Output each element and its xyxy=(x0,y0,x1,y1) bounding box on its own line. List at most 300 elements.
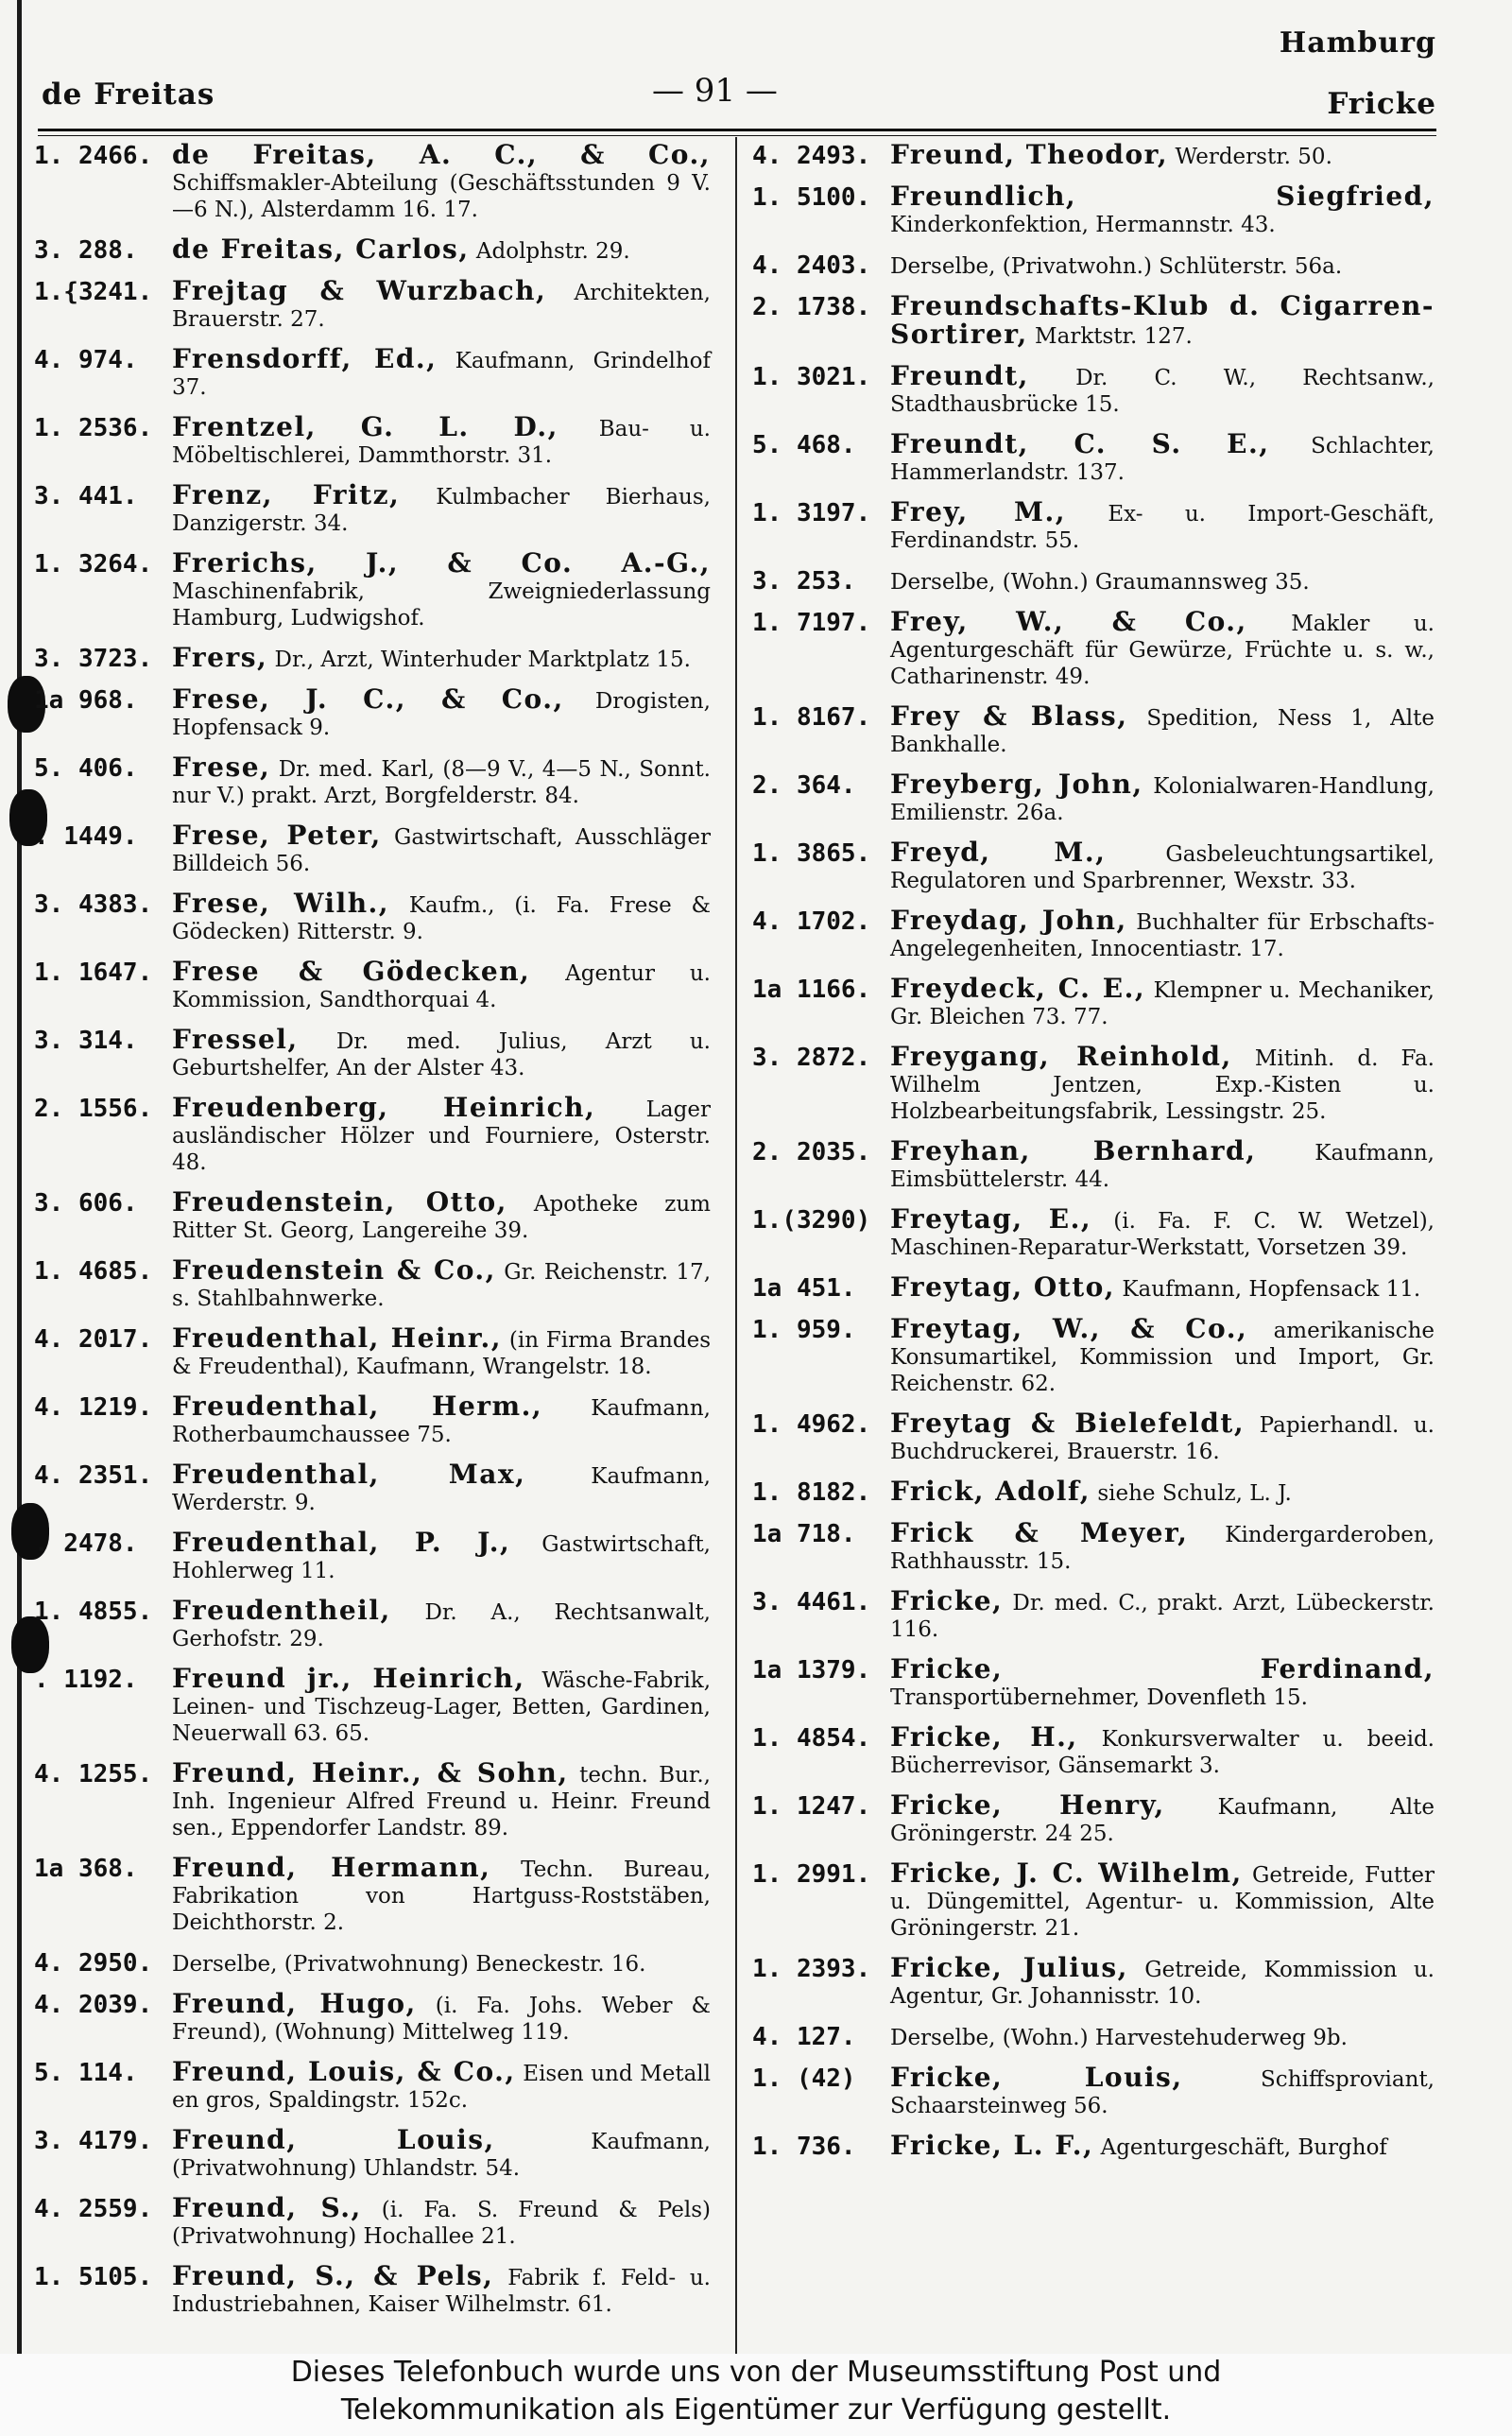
entry-text xyxy=(890,2130,1435,2161)
entry-text xyxy=(890,1789,1435,1847)
directory-entry xyxy=(34,1988,711,2046)
entry-name: Freudenthal, P. J., xyxy=(172,1527,511,1558)
entry-number: 1. 2466. xyxy=(34,142,153,170)
entry-number: 1. 959. xyxy=(752,1316,856,1344)
entry-name: Fricke, Julius, xyxy=(890,1952,1128,1983)
entry-name: Freudenthal, Heinr., xyxy=(172,1322,503,1354)
entry-name: Freund jr., Heinrich, xyxy=(172,1663,525,1694)
entry-text xyxy=(890,2023,1435,2051)
entry-details: Agentur u. Kommission, Sandthorquai 4. xyxy=(172,961,711,1012)
directory-entry xyxy=(752,1952,1435,2010)
entry-text xyxy=(890,771,1435,826)
entry-details: Eisen und Metall en gros, Spaldingstr. 152c. xyxy=(172,2062,711,2113)
entry-name: Frese & Gödecken, xyxy=(172,956,531,987)
entry-number: 3. 288. xyxy=(34,236,138,265)
entry-details: Derselbe, (Wohn.) Graumannsweg 35. xyxy=(890,570,1310,595)
entry-name: Fricke, Ferdinand, xyxy=(890,1653,1435,1684)
entry-text xyxy=(172,139,711,223)
entry-details: Apotheke zum Ritter St. Georg, Langereihe 39. xyxy=(172,1192,711,1243)
entry-name: Frey & Blass, xyxy=(890,700,1128,732)
directory-entry xyxy=(752,1313,1435,1397)
entry-text xyxy=(172,683,711,741)
entry-details: Derselbe, (Privatwohn.) Schlüterstr. 56a. xyxy=(890,254,1343,279)
entry-details: Maschinenfabrik, Zweigniederlassung Hamburg, Ludwigshof. xyxy=(172,579,711,631)
left-column xyxy=(34,139,712,2331)
directory-entry xyxy=(752,1135,1435,1193)
entry-number: 3. 2872. xyxy=(752,1044,871,1072)
entry-text xyxy=(172,1663,712,1747)
entry-text xyxy=(172,890,711,945)
entry-details: amerikanische Konsumartikel, Kommission und Import, Gr. Reichenstr. 62. xyxy=(890,1319,1435,1396)
entry-text xyxy=(890,839,1435,894)
directory-entry xyxy=(752,2062,1435,2119)
entry-text xyxy=(890,973,1435,1030)
entry-details: Dr. med. Julius, Arzt u. Geburtshelfer, An der Alster 43. xyxy=(172,1029,711,1080)
entry-number: 1. 1247. xyxy=(752,1792,871,1821)
entry-number: 3. 4461. xyxy=(752,1588,871,1616)
footer-line-1: Dieses Telefonbuch wurde uns von der Museumsstiftung Post und xyxy=(290,2356,1222,2389)
entry-number: 2. 1556. xyxy=(34,1095,153,1123)
directory-entry xyxy=(752,1478,1435,1507)
entry-number: 1. 2536. xyxy=(34,414,153,442)
entry-details: Kolonialwaren-Handlung, Emilienstr. 26a. xyxy=(890,774,1435,825)
entry-number: 2. 364. xyxy=(752,771,856,800)
entry-text xyxy=(172,233,711,265)
entry-number: 4. 2950. xyxy=(34,1949,153,1978)
directory-entry xyxy=(752,290,1435,350)
directory-entry xyxy=(34,1461,711,1516)
entry-details: Ex- u. Import-Geschäft, Ferdinandstr. 55. xyxy=(890,502,1435,553)
entry-name: Freundt, C. S. E., xyxy=(890,428,1270,459)
entry-name: Freydag, John, xyxy=(890,905,1127,936)
directory-entry xyxy=(752,183,1435,238)
entry-details: Gastwirtschaft, Hohlerweg 11. xyxy=(172,1532,711,1583)
entry-text xyxy=(890,1653,1435,1711)
entry-text xyxy=(172,754,711,809)
entry-name: Frese, Peter, xyxy=(172,820,382,851)
entry-text xyxy=(890,1478,1435,1507)
entry-number: 2. 1738. xyxy=(752,293,871,321)
entry-number: 1.(3290) xyxy=(752,1206,871,1235)
entry-name: Freund, Hermann, xyxy=(172,1852,491,1883)
entry-text xyxy=(890,1721,1435,1779)
entry-name: Fricke, H., xyxy=(890,1721,1078,1753)
directory-entry xyxy=(752,139,1435,170)
entry-number: 3. 4179. xyxy=(34,2127,153,2155)
entry-number: 1.{3241. xyxy=(34,278,153,306)
entry-details: Kindergarderoben, Rathhausstr. 15. xyxy=(890,1523,1435,1574)
entry-text xyxy=(172,479,711,537)
directory-entry xyxy=(752,428,1435,486)
directory-entry xyxy=(34,1254,712,1312)
entry-details: Kulmbacher Bierhaus, Danzigerstr. 34. xyxy=(172,485,711,536)
directory-entry xyxy=(752,2130,1435,2161)
entry-details: Transportübernehmer, Dovenfleth 15. xyxy=(890,1685,1308,1710)
entry-text xyxy=(172,1529,711,1584)
directory-entry xyxy=(34,233,711,265)
entry-text xyxy=(890,1517,1435,1575)
entry-text xyxy=(172,1254,712,1312)
entry-number: 4. 2403. xyxy=(752,251,871,280)
entry-name: Freyd, M., xyxy=(890,837,1107,868)
entry-number: 5. 406. xyxy=(34,754,138,783)
entry-number: 1. 4962. xyxy=(752,1410,871,1439)
entry-name: Freund, Hugo, xyxy=(172,1988,417,2019)
entry-name: Frick & Meyer, xyxy=(890,1517,1189,1548)
entry-text xyxy=(890,1952,1435,2010)
entry-text xyxy=(890,567,1435,596)
entry-name: Frese, xyxy=(172,752,271,783)
entry-details: (i. Fa. F. C. W. Wetzel), Maschinen-Reparatur-Werkstatt, Vorsetzen 39. xyxy=(890,1209,1435,1260)
entry-number: . 1192. xyxy=(34,1666,138,1694)
directory-entry xyxy=(34,1393,711,1448)
entry-name: Frentzel, G. L. D., xyxy=(172,411,558,442)
entry-details: Techn. Bureau, Fabrikation von Hartguss-Roststäben, Deichthorstr. 2. xyxy=(172,1857,712,1935)
entry-details: Klempner u. Mechaniker, Gr. Bleichen 73. 77. xyxy=(890,978,1435,1029)
entry-text xyxy=(890,183,1435,238)
entry-text xyxy=(172,2124,711,2182)
entry-text xyxy=(172,2192,711,2250)
directory-entry xyxy=(34,1595,711,1652)
entry-details: Makler u. Agenturgeschäft für Gewürze, Früchte u. s. w., Catharinenstr. 49. xyxy=(890,612,1435,689)
entry-number: 3. 606. xyxy=(34,1189,138,1218)
entry-number: 5. 114. xyxy=(34,2059,138,2087)
entry-text xyxy=(890,496,1435,554)
directory-entry xyxy=(752,1041,1435,1125)
directory-entry xyxy=(752,907,1435,962)
entry-details: Buchhalter für Erbschafts-Angelegenheiten, Innocentiastr. 17. xyxy=(890,910,1435,961)
entry-text xyxy=(890,1041,1435,1125)
header-rule-thin xyxy=(38,135,1436,136)
directory-entry xyxy=(34,343,712,401)
entry-number: 4. 1702. xyxy=(752,907,871,936)
entry-name: Fricke, Henry, xyxy=(890,1789,1165,1821)
page-binding-edge xyxy=(17,0,22,2354)
entry-text xyxy=(172,275,711,333)
entry-text xyxy=(890,1135,1435,1193)
directory-entry xyxy=(752,1517,1435,1575)
entry-details: techn. Bur., Inh. Ingenieur Alfred Freund u. Heinr. Freund sen., Eppendorfer Landstr. 89. xyxy=(172,1763,711,1840)
entry-name: Freudenstein, Otto, xyxy=(172,1186,507,1218)
directory-entry xyxy=(34,547,711,631)
directory-entry xyxy=(752,771,1435,826)
entry-name: Freundschafts-Klub d. Cigarren-Sortirer, xyxy=(890,290,1435,350)
entry-text xyxy=(890,1410,1435,1465)
entry-details: (i. Fa. Johs. Weber & Freund), (Wohnung) Mittelweg 119. xyxy=(172,1994,711,2045)
entry-details: Kaufmann, Alte Gröningerstr. 24 25. xyxy=(890,1795,1435,1846)
entry-name: Fricke, Louis, xyxy=(890,2062,1183,2093)
entry-number: 3. 4383. xyxy=(34,890,153,919)
page-number: — 91 — xyxy=(652,72,778,110)
directory-entry xyxy=(34,1529,711,1584)
entry-details: Gastwirtschaft, Ausschläger Billdeich 56. xyxy=(172,825,711,876)
entry-details: Werderstr. 50. xyxy=(1168,145,1332,169)
entry-number: 4. 2351. xyxy=(34,1461,153,1490)
entry-number: 1. 3021. xyxy=(752,363,871,391)
directory-entry xyxy=(752,606,1435,690)
entry-details: Bau- u. Möbeltischlerei, Dammthorstr. 31. xyxy=(172,417,711,468)
entry-name: Frese, Wilh., xyxy=(172,888,390,919)
directory-entry xyxy=(752,1203,1435,1261)
entry-text xyxy=(172,547,711,631)
entry-details: Lager ausländischer Hölzer und Fourniere, Osterstr. 48. xyxy=(172,1097,711,1175)
entry-details: Dr. A., Rechtsanwalt, Gerhofstr. 29. xyxy=(172,1600,711,1651)
entry-name: Freudenberg, Heinrich, xyxy=(172,1092,596,1123)
entry-number: 1. 2393. xyxy=(752,1955,871,1983)
directory-entry xyxy=(34,1024,711,1081)
entry-details: Drogisten, Hopfensack 9. xyxy=(172,689,711,740)
entry-text xyxy=(172,2056,711,2114)
entry-details: Dr. C. W., Rechtsanw., Stadthausbrücke 15. xyxy=(890,366,1435,417)
entry-details: Fabrik f. Feld- u. Industriebahnen, Kaiser Wilhelmstr. 61. xyxy=(172,2266,711,2317)
directory-entry xyxy=(34,275,711,333)
right-column xyxy=(752,139,1435,2174)
entry-name: Frick, Adolf, xyxy=(890,1476,1091,1507)
entry-name: Frerichs, J., & Co. A.-G., xyxy=(172,547,711,579)
entry-number: 4. 127. xyxy=(752,2023,856,2051)
directory-entry xyxy=(752,251,1435,280)
directory-entry xyxy=(34,139,711,223)
entry-name: Fressel, xyxy=(172,1024,299,1055)
entry-number: 1. 5100. xyxy=(752,183,871,212)
entry-details: Adolphstr. 29. xyxy=(469,239,630,264)
entry-details: Schiffsproviant, Schaarsteinweg 56. xyxy=(890,2067,1435,2118)
directory-entry xyxy=(34,890,711,945)
entry-name: de Freitas, Carlos, xyxy=(172,233,470,265)
entry-name: Frese, J. C., & Co., xyxy=(172,683,564,715)
footer-line-2: Telekommunikation als Eigentümer zur Verfügung gestellt. xyxy=(340,2393,1172,2427)
entry-text xyxy=(890,1203,1435,1261)
header-left-name: de Freitas xyxy=(42,78,215,112)
entry-text xyxy=(890,360,1435,418)
entry-number: 1a 968. xyxy=(34,686,138,715)
entry-name: Freudenthal, Max, xyxy=(172,1459,526,1490)
directory-entry xyxy=(752,973,1435,1030)
entry-number: 5. 468. xyxy=(752,431,856,459)
entry-details: Gasbeleuchtungsartikel, Regulatoren und Sparbrenner, Wexstr. 33. xyxy=(890,842,1435,893)
entry-number: 3. 314. xyxy=(34,1027,138,1055)
entry-name: Freytag, W., & Co., xyxy=(890,1313,1248,1344)
entry-text xyxy=(172,343,712,401)
entry-name: Freundlich, Siegfried, xyxy=(890,181,1435,212)
header-rule xyxy=(38,129,1436,131)
entry-number: . 2478. xyxy=(34,1529,138,1558)
entry-text xyxy=(890,606,1435,690)
entry-text xyxy=(172,642,711,673)
entry-details: Kaufmann, Werderstr. 9. xyxy=(172,1464,711,1515)
entry-number: 3. 3723. xyxy=(34,645,153,673)
entry-number: 1. 8167. xyxy=(752,703,871,732)
entry-details: siehe Schulz, L. J. xyxy=(1091,1481,1292,1506)
entry-text xyxy=(890,290,1435,350)
entry-details: Mitinh. d. Fa. Wilhelm Jentzen, Exp.-Kisten u. Holzbearbeitungsfabrik, Lessingstr. 25. xyxy=(890,1046,1435,1124)
entry-number: 2. 2035. xyxy=(752,1138,871,1166)
directory-entry xyxy=(34,1322,711,1380)
directory-entry xyxy=(34,2192,711,2250)
directory-entry xyxy=(752,1721,1435,1779)
entry-text xyxy=(172,1092,711,1176)
directory-entry xyxy=(752,2023,1435,2051)
entry-text xyxy=(172,1461,711,1516)
entry-number: 4. 2559. xyxy=(34,2195,153,2223)
entry-details: Kinderkonfektion, Hermannstr. 43. xyxy=(890,213,1276,237)
entry-text xyxy=(172,956,711,1013)
entry-name: Fricke, L. F., xyxy=(890,2130,1094,2161)
entry-text xyxy=(172,1024,711,1081)
entry-name: Freyhan, Bernhard, xyxy=(890,1135,1257,1166)
entry-details: Spedition, Ness 1, Alte Bankhalle. xyxy=(890,706,1435,757)
entry-details: Schlachter, Hammerlandstr. 137. xyxy=(890,434,1435,485)
entry-number: 4. 1255. xyxy=(34,1760,153,1788)
entry-details: Derselbe, (Privatwohnung) Beneckestr. 16. xyxy=(172,1952,646,1977)
entry-details: (i. Fa. S. Freund & Pels) (Privatwohnung) Hochallee 21. xyxy=(172,2198,711,2249)
entry-number: 1. 2991. xyxy=(752,1860,871,1889)
entry-name: Freytag, Otto, xyxy=(890,1271,1116,1303)
entry-number: 1a 718. xyxy=(752,1520,856,1548)
entry-text xyxy=(172,822,711,877)
entry-details: Kaufmann, (Privatwohnung) Uhlandstr. 54. xyxy=(172,2130,711,2181)
entry-details: Kaufmann, Grindelhof 37. xyxy=(172,349,712,400)
entry-name: Freygang, Reinhold, xyxy=(890,1041,1232,1072)
entry-details: Kaufmann, Eimsbüttelerstr. 44. xyxy=(890,1141,1435,1192)
entry-details: Dr. med. Karl, (8—9 V., 4—5 N., Sonnt. nur V.) prakt. Arzt, Borgfelderstr. 84. xyxy=(172,757,711,808)
header-right-name: Fricke xyxy=(1327,87,1436,121)
entry-text xyxy=(890,1313,1435,1397)
entry-text xyxy=(172,1322,711,1380)
entry-text xyxy=(890,1857,1435,1942)
entry-details: Gr. Reichenstr. 17, s. Stahlbahnwerke. xyxy=(172,1260,712,1311)
directory-entry xyxy=(752,1585,1435,1643)
entry-name: Freudentheil, xyxy=(172,1595,391,1626)
entry-number: 4. 1219. xyxy=(34,1393,153,1422)
entry-text xyxy=(172,1949,711,1978)
entry-name: Freund, Louis, & Co., xyxy=(172,2056,516,2087)
directory-entry xyxy=(34,754,711,809)
entry-details: Architekten, Brauerstr. 27. xyxy=(172,281,711,332)
entry-number: 4. 2017. xyxy=(34,1325,153,1354)
header-city: Hamburg xyxy=(1279,26,1436,60)
entry-name: Freudenthal, Herm., xyxy=(172,1391,543,1422)
entry-number: 1. 4854. xyxy=(752,1724,871,1753)
entry-number: . 1449. xyxy=(34,822,138,851)
entry-number: 3. 441. xyxy=(34,482,138,510)
directory-entry xyxy=(752,1789,1435,1847)
directory-entry xyxy=(752,1410,1435,1465)
entry-text xyxy=(890,139,1435,170)
entry-name: Freund, Louis, xyxy=(172,2124,495,2155)
directory-entry xyxy=(752,1271,1435,1303)
directory-entry xyxy=(34,1852,712,1936)
directory-entry xyxy=(752,360,1435,418)
entry-text xyxy=(890,428,1435,486)
entry-text xyxy=(890,907,1435,962)
entry-details: Kaufmann, Rotherbaumchaussee 75. xyxy=(172,1396,711,1447)
entry-name: Freund, Heinr., & Sohn, xyxy=(172,1757,569,1788)
entry-details: Derselbe, (Wohn.) Harvestehuderweg 9b. xyxy=(890,2026,1348,2050)
directory-entry xyxy=(752,496,1435,554)
directory-entry xyxy=(752,1857,1435,1942)
entry-number: 1a 368. xyxy=(34,1855,138,1883)
entry-details: Getreide, Futter u. Düngemittel, Agentur- u. Kommission, Alte Gröningerstr. 21. xyxy=(890,1863,1435,1941)
directory-entry xyxy=(752,839,1435,894)
entry-number: 1. 736. xyxy=(752,2133,856,2161)
entry-details: (in Firma Brandes & Freudenthal), Kaufmann, Wrangelstr. 18. xyxy=(172,1328,711,1379)
entry-text xyxy=(172,1595,711,1652)
directory-entry xyxy=(34,1949,711,1978)
directory-entry xyxy=(34,822,711,877)
directory-entry xyxy=(34,479,711,537)
entry-details: Dr., Arzt, Winterhuder Marktplatz 15. xyxy=(267,648,691,672)
entry-details: Kaufm., (i. Fa. Frese & Gödecken) Ritterstr. 9. xyxy=(172,893,711,944)
directory-entry xyxy=(752,700,1435,758)
entry-text xyxy=(172,1393,711,1448)
entry-name: Freund, S., & Pels, xyxy=(172,2260,494,2291)
entry-text xyxy=(890,1585,1435,1643)
entry-number: 1. 8182. xyxy=(752,1478,871,1507)
entry-number: 4. 974. xyxy=(34,346,138,374)
directory-entry xyxy=(34,642,711,673)
entry-number: 1a 1379. xyxy=(752,1656,871,1684)
entry-name: Frey, W., & Co., xyxy=(890,606,1247,637)
entry-text xyxy=(172,411,711,469)
entry-text xyxy=(890,251,1435,280)
entry-name: Freund, Theodor, xyxy=(890,139,1169,170)
entry-name: Freundt, xyxy=(890,360,1029,391)
entry-details: Konkursverwalter u. beeid. Bücherrevisor, Gänsemarkt 3. xyxy=(890,1727,1435,1778)
entry-name: Frenz, Fritz, xyxy=(172,479,401,510)
entry-name: Frejtag & Wurzbach, xyxy=(172,275,547,306)
entry-name: Freudenstein & Co., xyxy=(172,1254,496,1286)
entry-name: Freyberg, John, xyxy=(890,769,1143,800)
entry-name: Freund, S., xyxy=(172,2192,362,2223)
entry-number: 1. 3865. xyxy=(752,839,871,868)
entry-details: Wäsche-Fabrik, Leinen- und Tischzeug-Lager, Betten, Gardinen, Neuerwall 63. 65. xyxy=(172,1668,712,1746)
directory-entry xyxy=(34,2056,711,2114)
directory-entry xyxy=(34,2124,711,2182)
entry-text xyxy=(890,700,1435,758)
entry-text xyxy=(172,1186,711,1244)
entry-number: 1. 3197. xyxy=(752,499,871,527)
entry-number: 1. 4855. xyxy=(34,1598,153,1626)
entry-text xyxy=(172,2260,711,2318)
entry-details: Schiffsmakler-Abteilung (Geschäftsstunden 9 V.—6 N.), Alsterdamm 16. 17. xyxy=(172,171,711,222)
entry-name: Frey, M., xyxy=(890,496,1067,527)
entry-text xyxy=(172,1852,712,1936)
entry-name: Frensdorff, Ed., xyxy=(172,343,438,374)
entry-details: Getreide, Kommission u. Agentur, Gr. Johannisstr. 10. xyxy=(890,1958,1435,2009)
directory-entry xyxy=(34,956,711,1013)
entry-number: 1. (42) xyxy=(752,2065,856,2093)
directory-entry xyxy=(752,1653,1435,1711)
entry-name: de Freitas, A. C., & Co., xyxy=(172,139,711,170)
directory-entry xyxy=(34,683,711,741)
column-divider xyxy=(735,137,737,2354)
entry-number: 1. 1647. xyxy=(34,959,153,987)
entry-name: Freydeck, C. E., xyxy=(890,973,1146,1004)
directory-entry xyxy=(34,2260,711,2318)
entry-details: Kaufmann, Hopfensack 11. xyxy=(1115,1277,1421,1302)
entry-details: Marktstr. 127. xyxy=(1027,324,1193,349)
footer-notice xyxy=(0,2354,1512,2436)
entry-details: Papierhandl. u. Buchdruckerei, Brauerstr. 16. xyxy=(890,1413,1435,1464)
entry-number: 3. 253. xyxy=(752,567,856,596)
entry-number: 4. 2039. xyxy=(34,1991,153,2019)
entry-name: Freytag & Bielefeldt, xyxy=(890,1408,1246,1439)
entry-name: Freytag, E., xyxy=(890,1203,1092,1235)
entry-name: Fricke, J. C. Wilhelm, xyxy=(890,1857,1243,1889)
entry-text xyxy=(172,1988,711,2046)
entry-number: 1. 7197. xyxy=(752,609,871,637)
